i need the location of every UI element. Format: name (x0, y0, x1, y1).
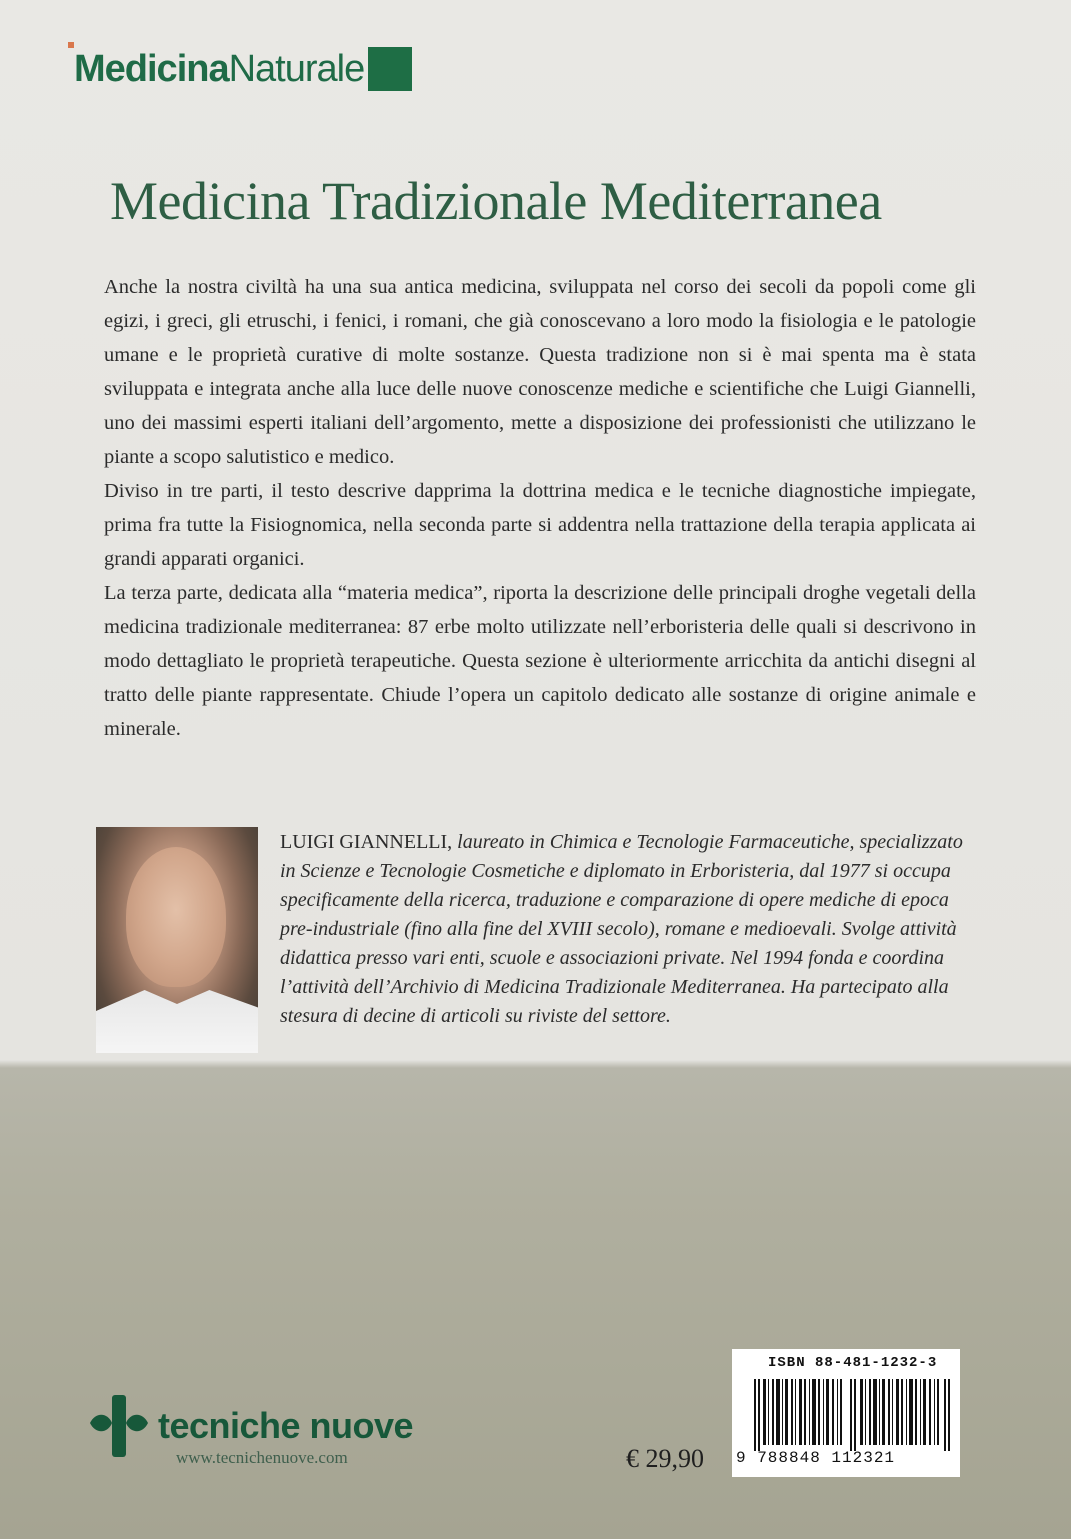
series-logo-dot (68, 42, 74, 48)
author-shirt (96, 983, 258, 1053)
author-photo (96, 827, 258, 1053)
publisher-icon (88, 1393, 150, 1459)
description-paragraph-2: Diviso in tre parti, il testo descrive dapprima la dottrina medica e le tecniche diagnostiche impiegate, prima fra tutte la Fisiognomica, nella seconda parte si addentra nella trattazione della terapia applicata ai grandi apparati organici. (104, 480, 976, 570)
book-title: Medicina Tradizionale Mediterranea (110, 171, 882, 231)
author-face (126, 847, 226, 987)
series-logo-bold: Medicina (74, 47, 229, 90)
price: € 29,90 (626, 1444, 704, 1473)
barcode-bars (754, 1379, 954, 1451)
author-bio-text: laureato in Chimica e Tecnologie Farmaceutiche, specializzato in Scienze e Tecnologie Cosmetiche e diplomato in Erboristeria, dal 1977 si occupa specificamente della ricerca, traduzione e comparazione di opere mediche di epoca pre-industriale (fino alla fine del XVIII secolo), romane e medioevali. Svolge attività didattica presso vari enti, scuole e associazioni private. Nel 1994 fonda e coordina l’attività dell’Archivio di Medicina Tradizionale Mediterranea. Ha partecipato alla stesura di decine di articoli su riviste del settore. (280, 831, 963, 1027)
series-logo-square (368, 47, 412, 91)
description-paragraph-1: Anche la nostra civiltà ha una sua antica medicina, sviluppata nel corso dei secoli da popoli come gli egizi, i greci, gli etruschi, i fenici, i romani, che già conoscevano a loro modo la fisiologia e le patologie umane e le proprietà curative di molte sostanze. Questa tradizione non si è mai spenta ma è stata sviluppata e integrata anche alla luce delle nuove conoscenze mediche e scientifiche che Luigi Giannelli, uno dei massimi esperti italiani dell’argomento, mette a disposizione dei professionisti che utilizzano le piante a scopo salutistico e medico. (104, 276, 976, 468)
author-bio (280, 828, 980, 1031)
series-logo-regular: Naturale (228, 47, 365, 90)
barcode (732, 1349, 960, 1477)
description-paragraph-3: La terza parte, dedicata alla “materia medica”, riporta la descrizione delle principali droghe vegetali della medicina tradizionale mediterranea: 87 erbe molto utilizzate nell’erboristeria delle quali si descrivono in modo dettagliato le proprietà terapeutiche. Questa sezione è ulteriormente arricchita da antichi disegni al tratto delle piante rappresentate. Chiude l’opera un capitolo dedicato alle sostanze di origine animale e minerale. (104, 582, 976, 740)
isbn-label: ISBN 88-481-1232-3 (768, 1355, 938, 1371)
book-description (104, 270, 976, 746)
series-logo (74, 44, 412, 94)
ean-digits: 9 788848 112321 (736, 1449, 896, 1467)
publisher-website: www.tecnichenuove.com (176, 1448, 348, 1467)
author-name: LUIGI GIANNELLI, (280, 831, 453, 853)
publisher-name: tecniche nuove (158, 1405, 414, 1446)
